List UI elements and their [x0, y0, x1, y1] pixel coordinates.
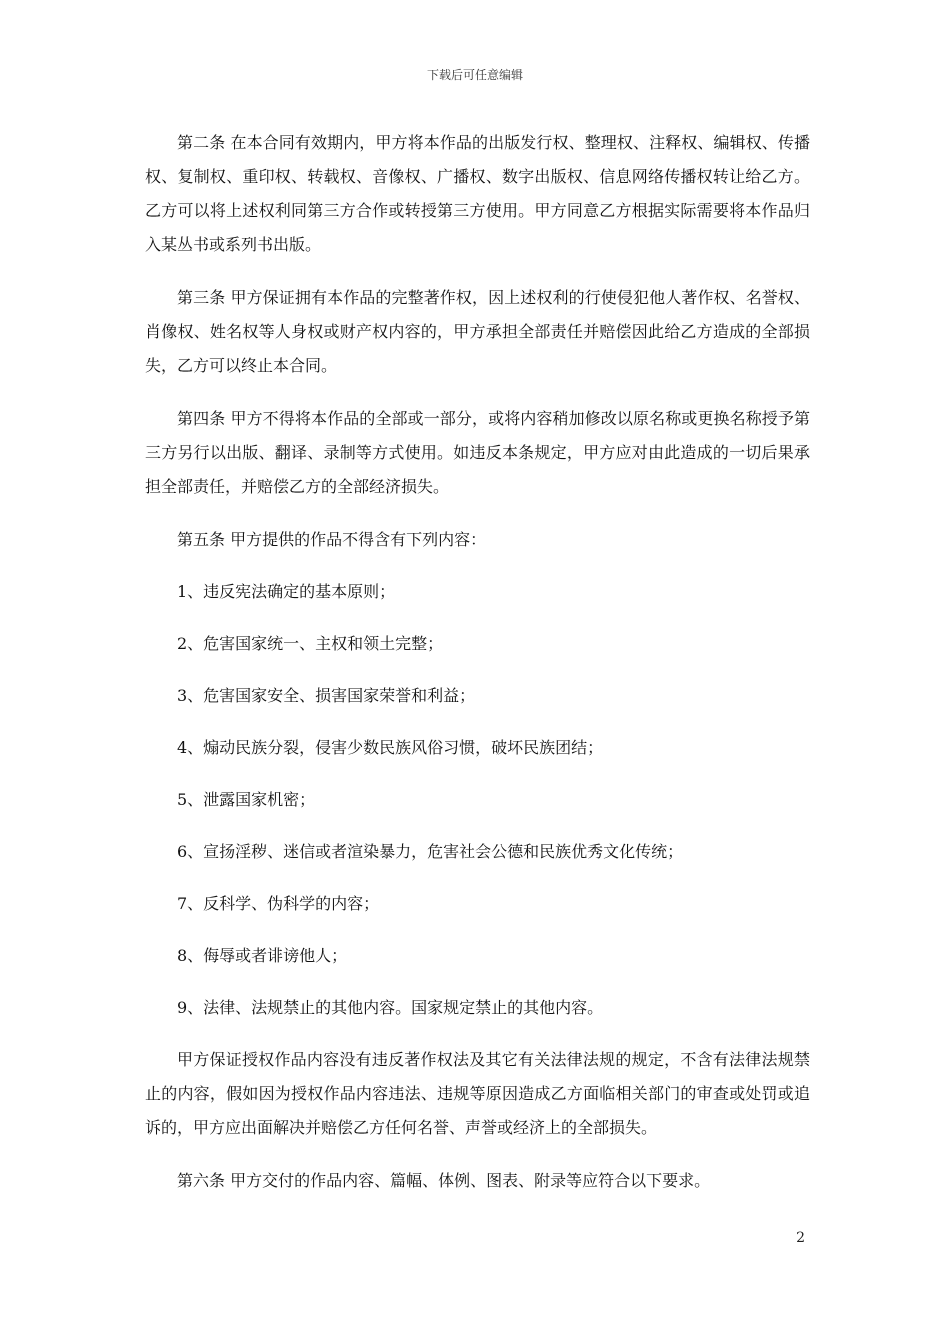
document-body: [145, 126, 810, 1216]
article-6: 第六条 甲方交付的作品内容、篇幅、体例、图表、附录等应符合以下要求。: [177, 1171, 711, 1190]
article-5: 第五条 甲方提供的作品不得含有下列内容：: [177, 530, 487, 549]
page-number: 2: [796, 1230, 805, 1246]
list-item-8: 8、侮辱或者诽谤他人；: [177, 946, 348, 965]
list-item-6: 6、宣扬淫秽、迷信或者渲染暴力，危害社会公德和民族优秀文化传统；: [177, 842, 684, 861]
list-item-4: 4、煽动民族分裂，侵害少数民族风俗习惯，破坏民族团结；: [177, 738, 604, 757]
list-item-9: 9、法律、法规禁止的其他内容。国家规定禁止的其他内容。: [177, 998, 604, 1017]
list-item-1: 1、违反宪法确定的基本原则；: [177, 582, 396, 601]
guarantee-paragraph: 甲方保证授权作品内容没有违反著作权法及其它有关法律法规的规定，不含有法律法规禁止的内容，假如因为授权作品内容违法、违规等原因造成乙方面临相关部门的审查或处罚或追诉的，甲方应出面解决并赔偿乙方任何名誉、声誉或经济上的全部损失。: [145, 1050, 810, 1137]
article-3: 第三条 甲方保证拥有本作品的完整著作权，因上述权利的行使侵犯他人著作权、名誉权、肖像权、姓名权等人身权或财产权内容的，甲方承担全部责任并赔偿因此给乙方造成的全部损失，乙方可以终止本合同。: [145, 288, 810, 375]
list-item-5: 5、泄露国家机密；: [177, 790, 316, 809]
page-header-note: 下载后可任意编辑: [426, 68, 523, 82]
article-4: 第四条 甲方不得将本作品的全部或一部分，或将内容稍加修改以原名称或更换名称授予第三方另行以出版、翻译、录制等方式使用。如违反本条规定，甲方应对由此造成的一切后果承担全部责任，并赔偿乙方的全部经济损失。: [145, 409, 810, 496]
list-item-3: 3、危害国家安全、损害国家荣誉和利益；: [177, 686, 476, 705]
list-item-2: 2、危害国家统一、主权和领土完整；: [177, 634, 444, 653]
list-item-7: 7、反科学、伪科学的内容；: [177, 894, 380, 913]
article-2: 第二条 在本合同有效期内，甲方将本作品的出版发行权、整理权、注释权、编辑权、传播权、复制权、重印权、转载权、音像权、广播权、数字出版权、信息网络传播权转让给乙方。乙方可以将上述权利同第三方合作或转授第三方使用。甲方同意乙方根据实际需要将本作品归入某丛书或系列书出版。: [145, 133, 810, 254]
